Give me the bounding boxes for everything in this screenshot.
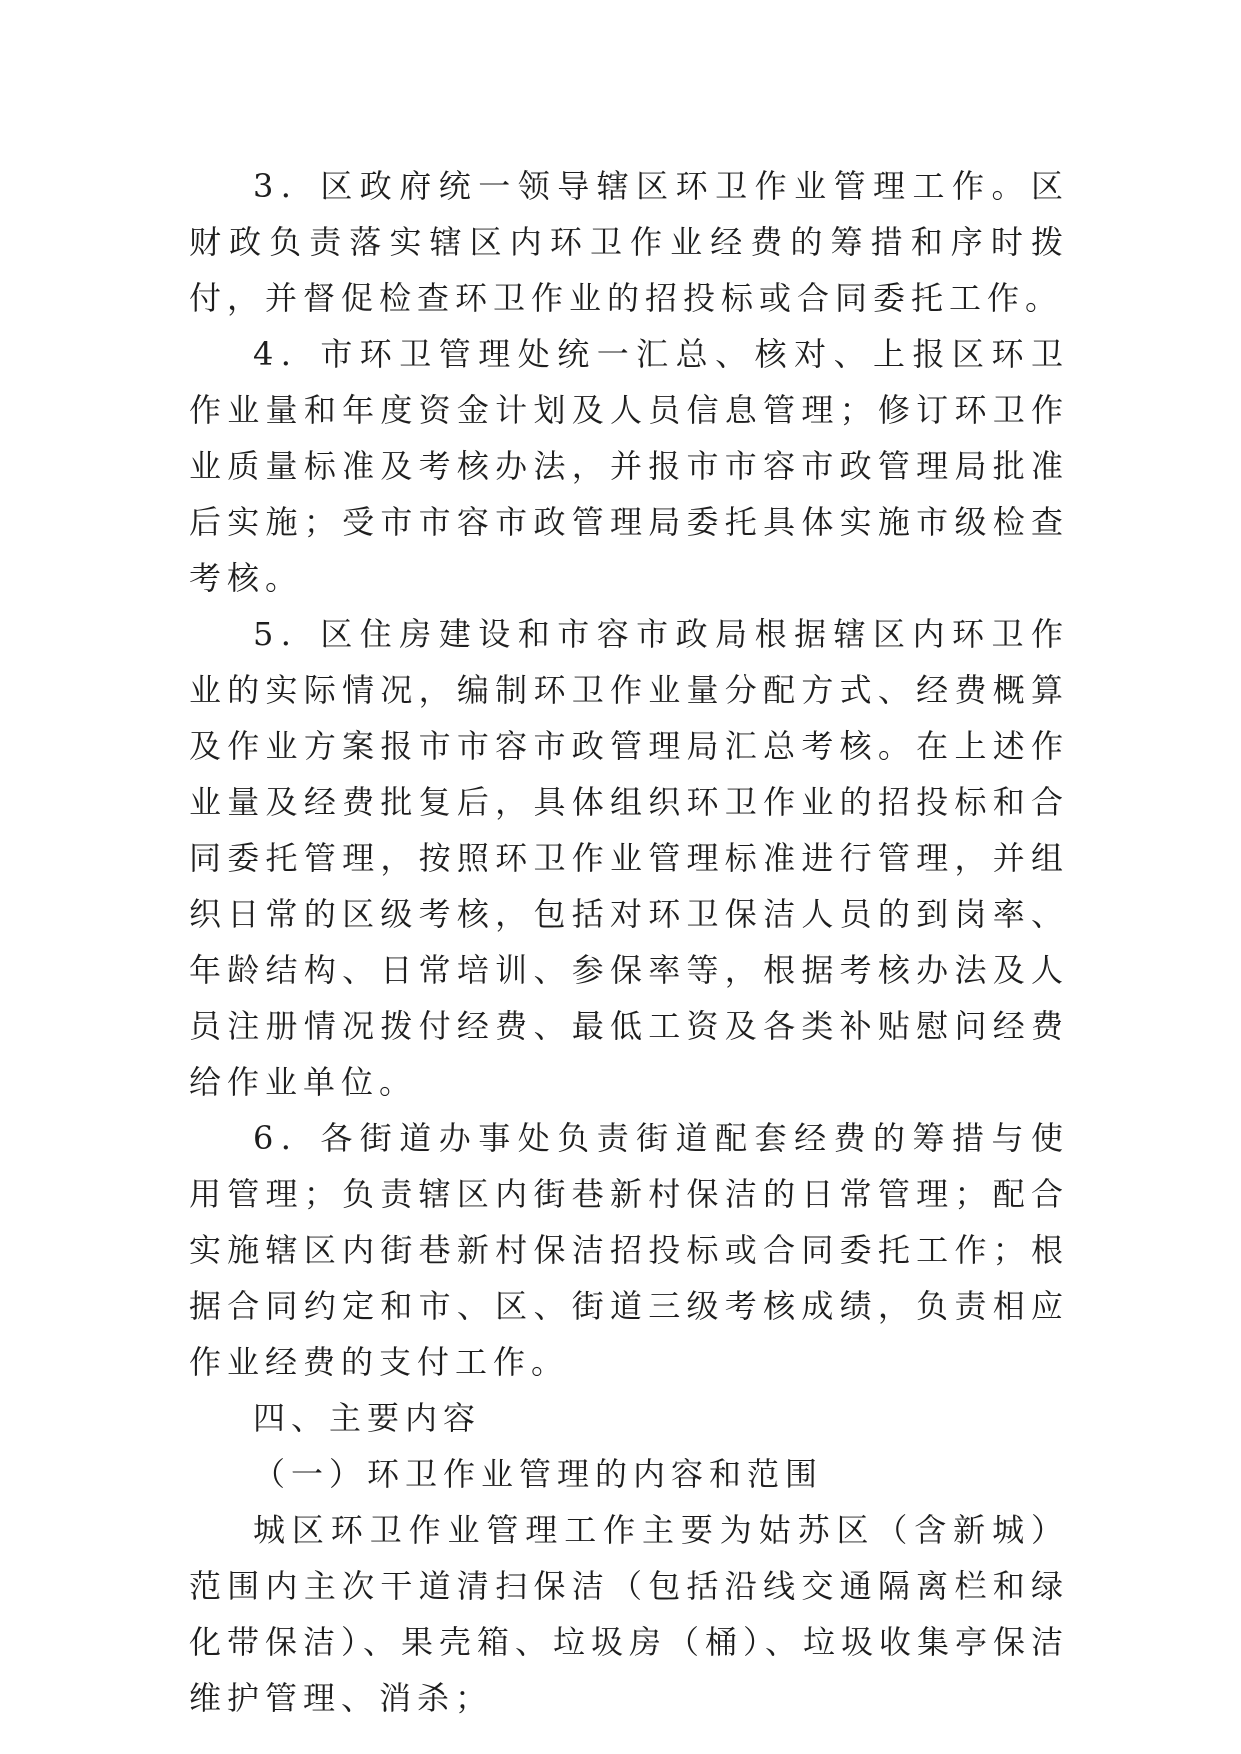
subsection-heading-scope: （一）环卫作业管理的内容和范围: [253, 1455, 824, 1493]
paragraph-item-5: 5．区住房建设和市容市政局根据辖区内环卫作业的实际情况，编制环卫作业量分配方式、经费概算及作业方案报市市容市政管理局汇总考核。在上述作业量及经费批复后，具体组织环卫作业的招投标和合同委托管理，按照环卫作业管理标准进行管理，并组织日常的区级考核，包括对环卫保洁人员的到岗率、年龄结构、日常培训、参保率等，根据考核办法及人员注册情况拨付经费、最低工资及各类补贴慰问经费给作业单位。: [189, 615, 1069, 1101]
section-heading-main-content: 四、主要内容: [253, 1399, 482, 1437]
document-body: [189, 158, 1069, 1726]
paragraph-item-6: 6．各街道办事处负责街道配套经费的筹措与使用管理；负责辖区内街巷新村保洁的日常管理；配合实施辖区内街巷新村保洁招投标或合同委托工作；根据合同约定和市、区、街道三级考核成绩，负责相应作业经费的支付工作。: [189, 1119, 1069, 1381]
paragraph-scope-description: 城区环卫作业管理工作主要为姑苏区（含新城）范围内主次干道清扫保洁（包括沿线交通隔离栏和绿化带保洁）、果壳箱、垃圾房（桶）、垃圾收集亭保洁维护管理、消杀；: [189, 1511, 1070, 1717]
paragraph-item-3: 3．区政府统一领导辖区环卫作业管理工作。区财政负责落实辖区内环卫作业经费的筹措和序时拨付，并督促检查环卫作业的招投标或合同委托工作。: [189, 167, 1069, 317]
paragraph-item-4: 4．市环卫管理处统一汇总、核对、上报区环卫作业量和年度资金计划及人员信息管理；修订环卫作业质量标准及考核办法，并报市市容市政管理局批准后实施；受市市容市政管理局委托具体实施市级检查考核。: [189, 335, 1069, 597]
